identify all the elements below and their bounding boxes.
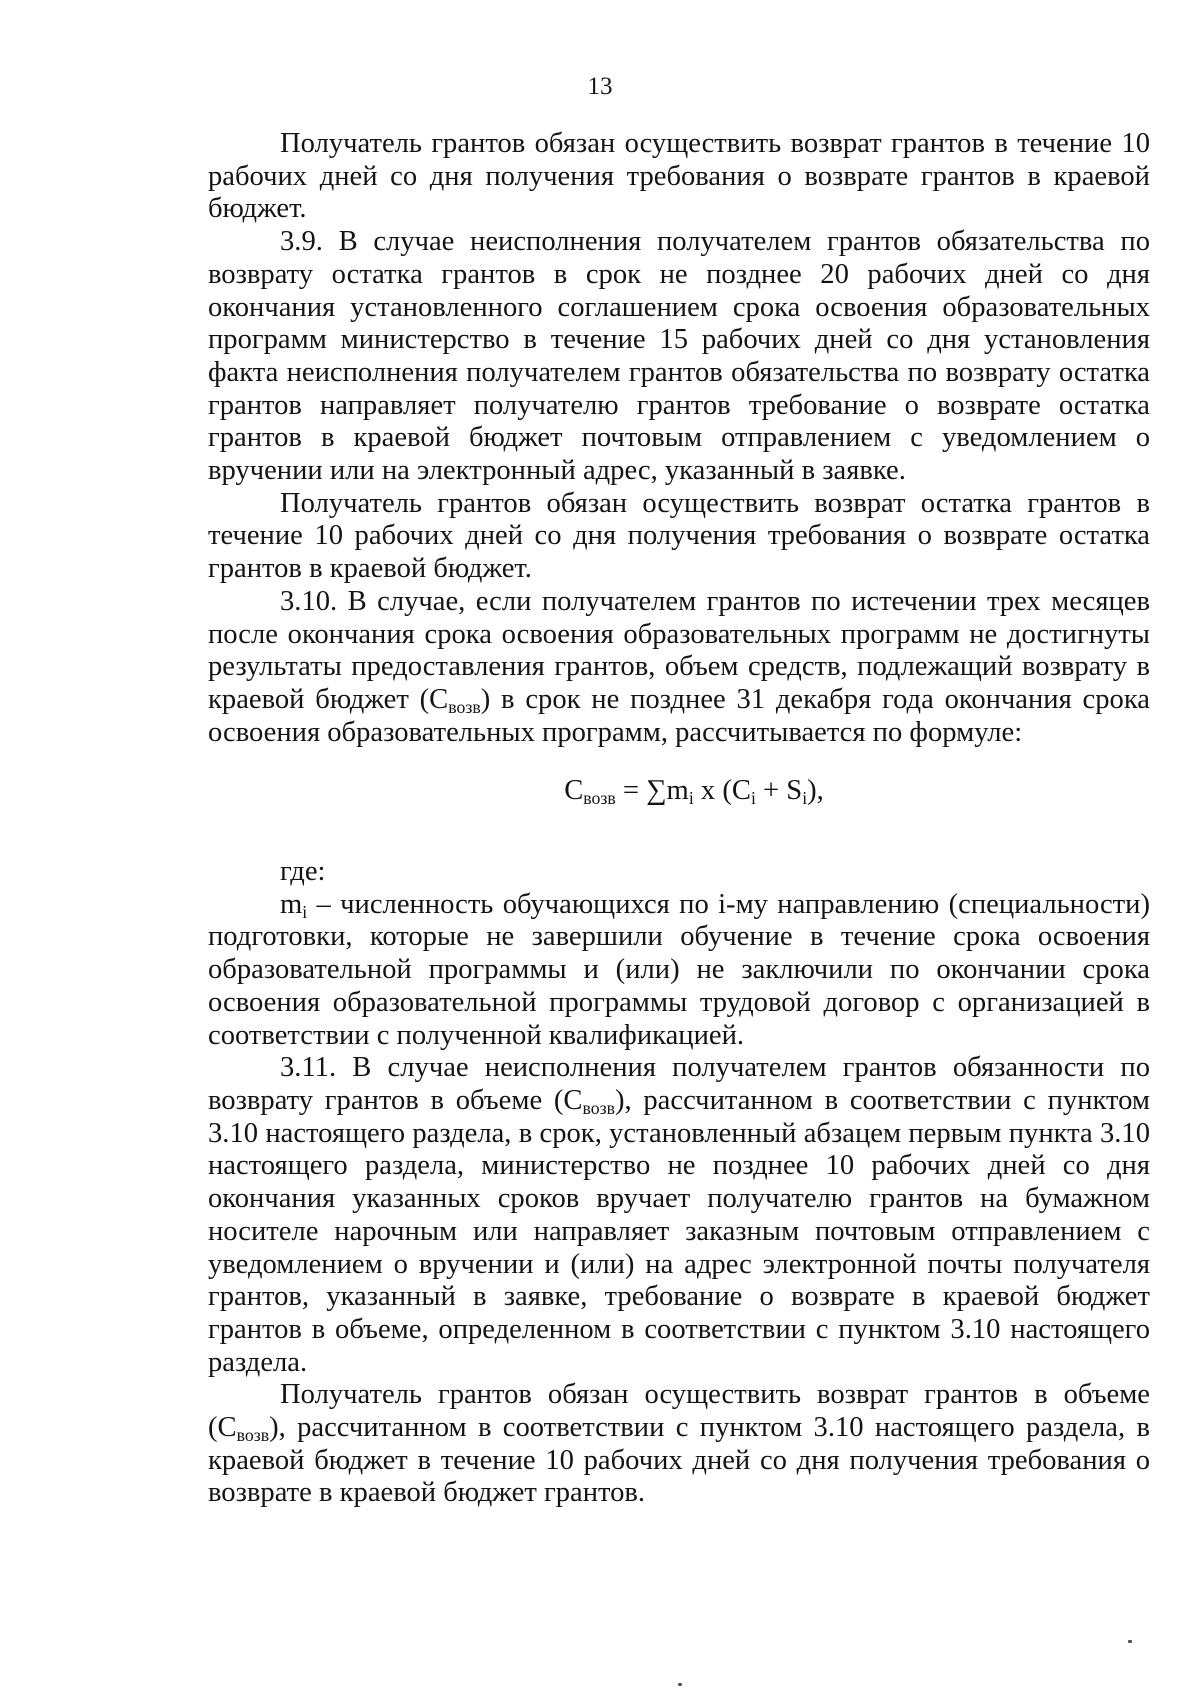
paragraph-return-volume-text-end: ), рассчитанном в соответствии с пунктом 3.10 настоящего раздела, в краевой бюджет в течение 10 рабочих дней со дня получения требования о возврате в краевой бюджет грантов. (208, 1412, 1150, 1509)
subscript-vozv: возв (448, 696, 481, 717)
page-number: 13 (587, 73, 613, 100)
paragraph-3-11-text-start: 3.11. В случае неисполнения получателем грантов обязанности по возврату грантов в объеме (С (208, 1052, 1150, 1116)
formula-m-subscript: i (688, 788, 694, 809)
formula-s-i-subscript: i (802, 788, 808, 809)
paragraph-3-11 (208, 1052, 1150, 1379)
formula-sum: = ∑m (615, 775, 689, 807)
paragraph-3-10-text-end: ) в срок не позднее 31 декабря года окончания срока освоения образовательных программ, рассчитывается по формуле: (208, 683, 1150, 748)
formula-times-c: x (C (693, 775, 751, 807)
formula-end: ), (807, 775, 824, 807)
formula (208, 775, 1150, 808)
subscript-vozv: возв (236, 1424, 270, 1445)
paragraph-3-10-text-start: 3.10. В случае, если получателем грантов по истечении трех месяцев после окончания срока освоения образовательных программ не достигнуты результаты предоставления грантов, объем средств, подлежащий возврату в краевой бюджет (С (208, 585, 1150, 715)
paragraph-3-9: 3.9. В случае неисполнения получателем грантов обязательства по возврату остатка грантов в срок не позднее 20 рабочих дней со дня окончания установленного соглашением срока освоения образовательных программ министерство в течение 15 рабочих дней со дня установления факта неисполнения получателем грантов обязательства по возврату остатка грантов направляет получателю грантов требование о возврате остатка грантов в краевой бюджет почтовым отправлением с уведомлением о вручении или на электронный адрес, указанный в заявке. (208, 226, 1150, 487)
paragraph-3-10 (208, 586, 1150, 750)
formula-plus-s: + S (755, 775, 803, 807)
formula-c-subscript: возв (583, 788, 616, 809)
paragraph-return-remainder: Получатель грантов обязан осуществить возврат остатка грантов в течение 10 рабочих дней со дня получения требования о возврате остатка грантов в краевой бюджет. (208, 487, 1150, 585)
paragraph-return-volume-text-start: Получатель грантов обязан осуществить возврат грантов в объеме (С (208, 1379, 1150, 1444)
mi-symbol: m (280, 888, 303, 920)
scan-speck (678, 1683, 682, 1686)
document-body (208, 128, 1150, 1510)
formula-c-i-subscript: i (750, 788, 756, 809)
formula-c: С (564, 775, 584, 807)
mi-definition-text: – численность обучающихся по i-му направлению (специальности) подготовки, которые не завершили обучение в течение срока освоения образовательной программы и (или) не заключили по окончании срока освоения образовательной программы трудовой договор с организацией в соответствии с полученной квалификацией. (208, 888, 1150, 1051)
paragraph-mi-definition (208, 889, 1150, 1053)
subscript-vozv: возв (582, 1097, 615, 1118)
scan-speck (1128, 1640, 1132, 1643)
mi-subscript: i (302, 901, 308, 922)
where-label: где: (280, 856, 326, 888)
paragraph-return-volume (208, 1379, 1150, 1510)
paragraph-return-deadline: Получатель грантов обязан осуществить возврат грантов в течение 10 рабочих дней со дня получения требования о возврате грантов в краевой бюджет. (208, 128, 1150, 225)
paragraph-3-11-text-end: ), рассчитанном в соответствии с пунктом 3.10 настоящего раздела, в срок, установленный абзацем первым пункта 3.10 настоящего раздела, министерство не позднее 10 рабочих дней со дня окончания указанных сроков вручает получателю грантов на бумажном носителе нарочным или направляет заказным почтовым отправлением с уведомлением о вручении и (или) на адрес электронной почты получателя грантов, указанный в заявке, требование о возврате в краевой бюджет грантов в объеме, определенном в соответствии с пунктом 3.10 настоящего раздела. (208, 1084, 1150, 1378)
